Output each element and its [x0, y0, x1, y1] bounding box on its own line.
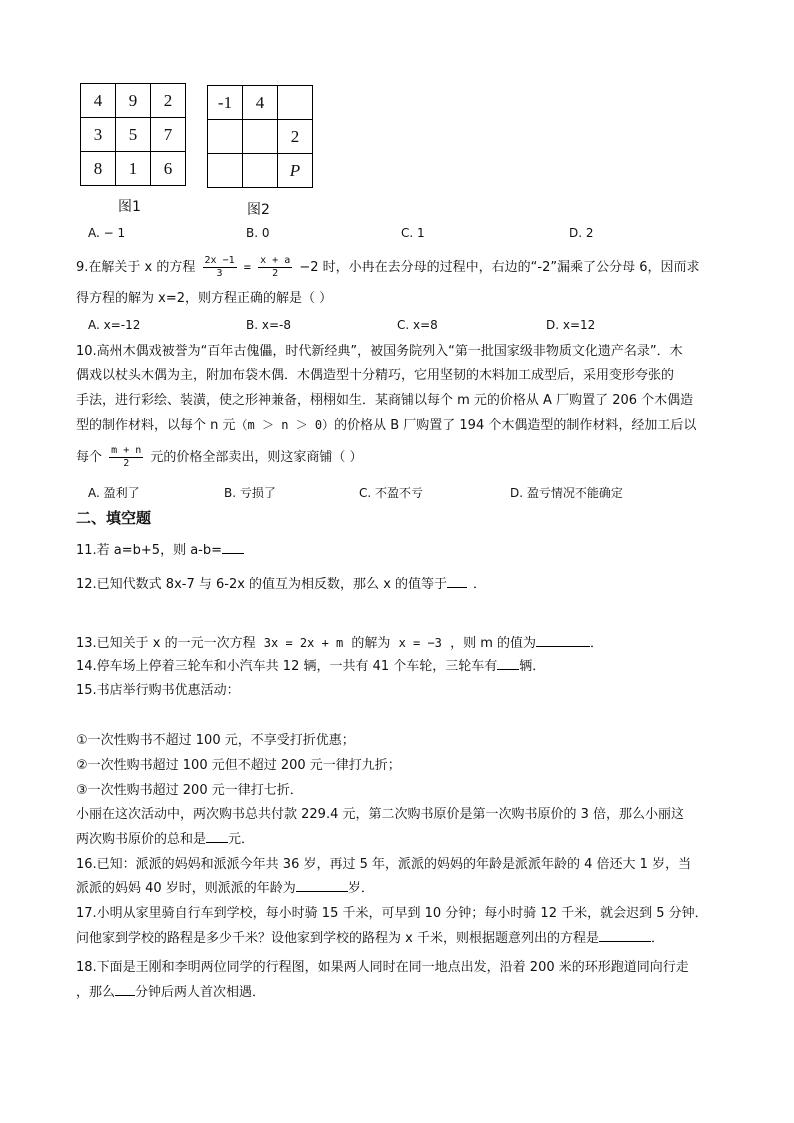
q13-text: 的解为 — [351, 636, 391, 651]
q15-line-2: 小丽在这次活动中，两次购书总共付款 229.4 元，第二次购书原价是第一次购书原价的 3 倍，那么小丽这 — [76, 807, 685, 822]
grid-row — [208, 120, 313, 154]
q15-text: 两次购书原价的总和是 — [76, 832, 207, 847]
q12-text: ． — [473, 577, 487, 592]
q13-text: 13.已知关于 x 的一元一次方程 — [76, 636, 256, 651]
q16-text: 派派的妈妈 40 岁时，则派派的年龄为 — [76, 881, 296, 896]
q10-option-a: A. 盈利了 — [88, 486, 140, 500]
q16-line-1: 16.已知：派派的妈妈和派派今年共 36 岁，再过 5 年，派派的妈妈的年龄是派派年龄的 4 倍还大 1 岁，当 — [76, 857, 692, 872]
answer-blank — [497, 657, 519, 670]
q14-text: 14.停车场上停着三轮车和小汽车共 12 辆，一共有 41 个车轮，三轮车有 — [76, 659, 498, 674]
grid-cell: 6 — [151, 152, 186, 186]
fraction-numerator: m + n — [111, 445, 142, 456]
q17-line-1: 17.小明从家里骑自行车到学校，每小时骑 15 千米，可早到 10 分钟；每小时骑 12 千米，就会迟到 5 分钟． — [76, 906, 708, 921]
grid-cell — [208, 154, 243, 188]
q11 — [76, 541, 244, 561]
q10-option-d: D. 盈亏情况不能确定 — [510, 486, 623, 500]
q13-text: ，则 m 的值为 — [450, 636, 536, 651]
q10-line-5 — [76, 445, 363, 470]
grid-cell: 7 — [151, 118, 186, 152]
q10-text: 型的制作材料，以每个 n 元 — [76, 418, 236, 433]
q10-text: 每个 — [76, 450, 103, 465]
q9-fraction-right — [258, 255, 292, 280]
q16-text: 岁． — [347, 881, 374, 896]
q10-line-3: 手法，进行彩绘、装潢，使之形神兼备，栩栩如生．某商铺以每个 m 元的价格从 A 厂购置了 206 个木偶造 — [76, 393, 694, 408]
grid-row — [81, 152, 186, 186]
grid-cell: 5 — [116, 118, 151, 152]
figure-1-caption: 图1 — [118, 199, 141, 215]
grid-row — [208, 86, 313, 120]
q10-option-b: B. 亏损了 — [224, 486, 276, 500]
fraction-denominator: 2 — [272, 268, 279, 279]
q12 — [76, 575, 486, 595]
q9-text: −2 时，小冉在去分母的过程中，右边的“-2”漏乘了公分母 6，因而求 — [299, 260, 700, 275]
q18-text: ，那么 — [76, 985, 116, 1000]
q17-line-2 — [76, 929, 664, 949]
q18-line-1: 18.下面是王刚和李明两位同学的行程图，如果两人同时在同一地点出发，沿着 200 米的环形跑道同向行走 — [76, 960, 689, 975]
q8-option-d: D. 2 — [569, 226, 594, 240]
q13-text: ． — [590, 636, 604, 651]
q10-line-2: 偶戏以杖头木偶为主，附加布袋木偶．木偶造型十分精巧，它用坚韧的木料加工成型后，采用变形夸张的 — [76, 368, 675, 383]
grid-row — [81, 84, 186, 118]
q8-option-c: C. 1 — [401, 226, 425, 240]
magic-square-figure-2 — [207, 85, 313, 188]
answer-blank — [222, 541, 244, 554]
fraction-denominator: 3 — [216, 268, 223, 279]
q10-option-c: C. 不盈不亏 — [359, 486, 424, 500]
q15-line-1: 15.书店举行购书优惠活动： — [76, 683, 240, 698]
grid-cell: 1 — [116, 152, 151, 186]
q10-text: 元的价格全部卖出，则这家商铺（ ） — [150, 450, 363, 465]
q15-text: 元． — [228, 832, 255, 847]
fraction-denominator: 2 — [123, 458, 130, 469]
q13 — [76, 633, 603, 654]
q10-line-1: 10.高州木偶戏被誉为“百年古傀儡，时代新经典”，被国务院列入“第一批国家级非物质文化遗产名录”．木 — [76, 344, 683, 359]
q10-condition: （m ＞ n ＞ 0） — [235, 418, 335, 432]
fraction-numerator: x + a — [260, 255, 291, 266]
grid-cell: P — [278, 154, 313, 188]
answer-blank — [296, 879, 348, 892]
q9-line-2: 得方程的解为 x=2，则方程正确的解是（ ） — [76, 291, 333, 306]
answer-blank — [536, 634, 590, 647]
q13-equation: 3x = 2x + m — [263, 636, 344, 650]
q18-line-2 — [76, 983, 265, 1003]
answer-blank — [599, 929, 651, 942]
q10-line-4 — [76, 415, 696, 436]
answer-blank — [115, 983, 135, 996]
figure-2-caption: 图2 — [247, 202, 270, 218]
q9-option-a: A. x=-12 — [88, 318, 141, 332]
grid-row — [208, 154, 313, 188]
q14-text: 辆． — [519, 659, 546, 674]
q9-option-b: B. x=-8 — [246, 318, 291, 332]
q9-fraction-left — [203, 255, 237, 280]
q17-text: 问他家到学校的路程是多少千米？设他家到学校的路程为 x 千米，则根据题意列出的方程是 — [76, 931, 599, 946]
grid-cell: 8 — [81, 152, 116, 186]
q11-text: 11.若 a=b+5，则 a-b= — [76, 543, 223, 558]
grid-cell: 3 — [81, 118, 116, 152]
grid-cell: 2 — [278, 120, 313, 154]
q9-text: 9.在解关于 x 的方程 — [76, 260, 196, 275]
q12-text: 12.已知代数式 8x-7 与 6-2x 的值互为相反数，那么 x 的值等于 — [76, 577, 448, 592]
q17-text: ． — [650, 931, 664, 946]
answer-blank — [206, 830, 228, 843]
grid-cell — [208, 120, 243, 154]
grid-cell: -1 — [208, 86, 243, 120]
q18-text: 分钟后两人首次相遇． — [135, 985, 266, 1000]
q9-option-d: D. x=12 — [546, 318, 596, 332]
q9-line-1 — [76, 255, 700, 280]
q10-fraction — [109, 445, 143, 470]
q13-solution: x = −3 — [398, 636, 442, 650]
magic-square-figure-1 — [80, 83, 186, 186]
q9-option-c: C. x=8 — [397, 318, 438, 332]
q14 — [76, 657, 545, 677]
grid-cell: 4 — [81, 84, 116, 118]
grid-cell — [243, 120, 278, 154]
grid-cell: 9 — [116, 84, 151, 118]
q15-item-3: ③一次性购书超过 200 元一律打七折． — [76, 783, 303, 798]
q15-item-1: ①一次性购书不超过 100 元，不享受打折优惠； — [76, 733, 355, 748]
equals-sign: = — [243, 260, 251, 274]
section-heading: 二、填空题 — [76, 509, 152, 527]
grid-row — [81, 118, 186, 152]
grid-cell — [278, 86, 313, 120]
grid-cell: 2 — [151, 84, 186, 118]
q15-line-3 — [76, 830, 254, 850]
q8-option-b: B. 0 — [246, 226, 270, 240]
q8-option-a: A. − 1 — [88, 226, 126, 240]
grid-cell: 4 — [243, 86, 278, 120]
q10-text: 的价格从 B 厂购置了 194 个木偶造型的制作材料，经加工后以 — [334, 418, 697, 433]
q15-item-2: ②一次性购书超过 100 元但不超过 200 元一律打九折； — [76, 758, 401, 773]
grid-cell — [243, 154, 278, 188]
fraction-numerator: 2x −1 — [204, 255, 235, 266]
answer-blank — [447, 575, 467, 588]
q16-line-2 — [76, 879, 374, 899]
